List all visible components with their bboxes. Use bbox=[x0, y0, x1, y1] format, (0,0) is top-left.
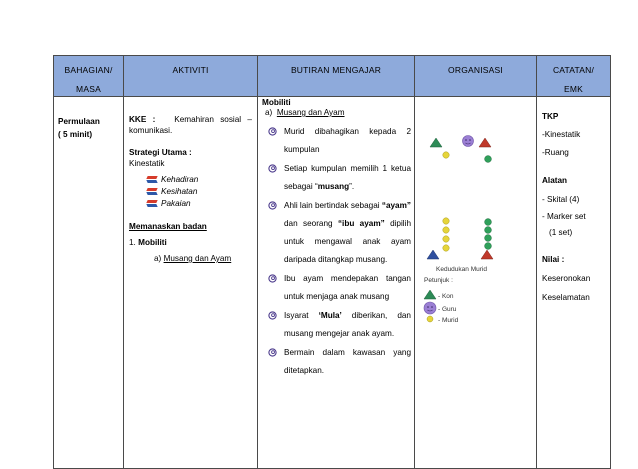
instruction-list bbox=[262, 123, 411, 380]
tkp-item: -Ruang bbox=[542, 148, 569, 157]
legend-murid-icon bbox=[427, 316, 433, 322]
cone-icon bbox=[430, 138, 442, 147]
header-butiran: BUTIRAN MENGAJAR bbox=[258, 56, 415, 97]
list-item: Ibu ayam mendepakan tangan untuk menjaga anak musang bbox=[262, 270, 411, 306]
list-item: Kesihatan bbox=[147, 186, 252, 198]
murid-yellow-column bbox=[443, 152, 449, 251]
flag-bullet-icon bbox=[147, 200, 157, 208]
lesson-plan-table bbox=[53, 55, 611, 469]
alatan-item: - Marker set bbox=[542, 212, 586, 221]
list-item: Pakaian bbox=[147, 198, 252, 210]
list-item: Setiap kumpulan memilih 1 ketua sebagai “musang”. bbox=[262, 160, 411, 196]
legend-cone-icon bbox=[424, 290, 436, 299]
cone-icon bbox=[427, 250, 439, 259]
content-row bbox=[54, 97, 611, 469]
butiran-heading: Mobiliti bbox=[262, 98, 291, 107]
cell-bahagian bbox=[54, 97, 124, 469]
spiral-bullet-icon bbox=[268, 201, 277, 210]
mobiliti-subitem: a) Musang dan Ayam bbox=[154, 254, 232, 263]
phase-time: ( 5 minit) bbox=[58, 130, 93, 139]
list-item: Bermain dalam kawasan yang ditetapkan. bbox=[262, 344, 411, 380]
flag-bullet-icon bbox=[147, 176, 157, 184]
alatan-item: - Skital (4) bbox=[542, 195, 580, 204]
cell-catatan bbox=[537, 97, 611, 469]
spiral-bullet-icon bbox=[268, 311, 277, 320]
guru-icon bbox=[463, 136, 474, 147]
alatan-heading: Alatan bbox=[542, 176, 568, 185]
header-row bbox=[54, 56, 611, 97]
tkp-heading: TKP bbox=[542, 112, 559, 121]
header-catatan: CATATAN/ EMK bbox=[537, 56, 611, 97]
strategi-label: Strategi Utama : bbox=[129, 148, 192, 157]
butiran-subheading: a) Musang dan Ayam bbox=[265, 108, 345, 117]
list-item: Murid dibahagikan kepada 2 kumpulan bbox=[262, 123, 411, 159]
legend-murid: - Murid bbox=[438, 317, 459, 324]
tkp-item: -Kinestatik bbox=[542, 130, 581, 139]
legend-kon: - Kon bbox=[438, 293, 454, 300]
header-bahagian: BAHAGIAN/ MASA bbox=[54, 56, 124, 97]
cone-icon bbox=[479, 138, 491, 147]
strategi-value: Kinestatik bbox=[129, 159, 165, 168]
formation-caption: Kedudukan Murid bbox=[436, 266, 487, 273]
legend-guru-icon bbox=[424, 302, 436, 314]
nilai-item: Keseronokan bbox=[542, 274, 591, 283]
list-item: Ahli lain bertindak sebagai “ayam” dan seorang “ibu ayam” dipilih untuk mengawal anak ayam daripada ditangkap musang. bbox=[262, 197, 411, 269]
memanaskan-heading: Memanaskan badan bbox=[129, 222, 207, 231]
kke-text: KKE : Kemahiran sosial – komunikasi. bbox=[129, 115, 252, 135]
cell-aktiviti bbox=[124, 97, 258, 469]
spiral-bullet-icon bbox=[268, 274, 277, 283]
legend-title: Petunjuk : bbox=[424, 277, 453, 284]
formation-diagram bbox=[415, 97, 537, 449]
spiral-bullet-icon bbox=[268, 127, 277, 136]
cell-butiran bbox=[258, 97, 415, 469]
spiral-bullet-icon bbox=[268, 164, 277, 173]
alatan-item: (1 set) bbox=[549, 228, 573, 237]
mobiliti-item: 1. Mobiliti bbox=[129, 238, 167, 247]
phase-label: Permulaan bbox=[58, 117, 100, 126]
header-organisasi: ORGANISASI bbox=[415, 56, 537, 97]
spiral-bullet-icon bbox=[268, 348, 277, 357]
list-item: Isyarat ‘Mula’ diberikan, dan musang mengejar anak ayam. bbox=[262, 307, 411, 343]
list-item: Kehadiran bbox=[147, 174, 252, 186]
murid-green-column bbox=[485, 156, 492, 250]
flag-bullet-icon bbox=[147, 188, 157, 196]
cell-organisasi bbox=[415, 97, 537, 469]
legend-guru: - Guru bbox=[438, 306, 457, 313]
nilai-item: Keselamatan bbox=[542, 293, 590, 302]
nilai-heading: Nilai : bbox=[542, 255, 565, 264]
checklist bbox=[147, 174, 252, 210]
header-aktiviti: AKTIVITI bbox=[124, 56, 258, 97]
cone-icon bbox=[481, 250, 493, 259]
